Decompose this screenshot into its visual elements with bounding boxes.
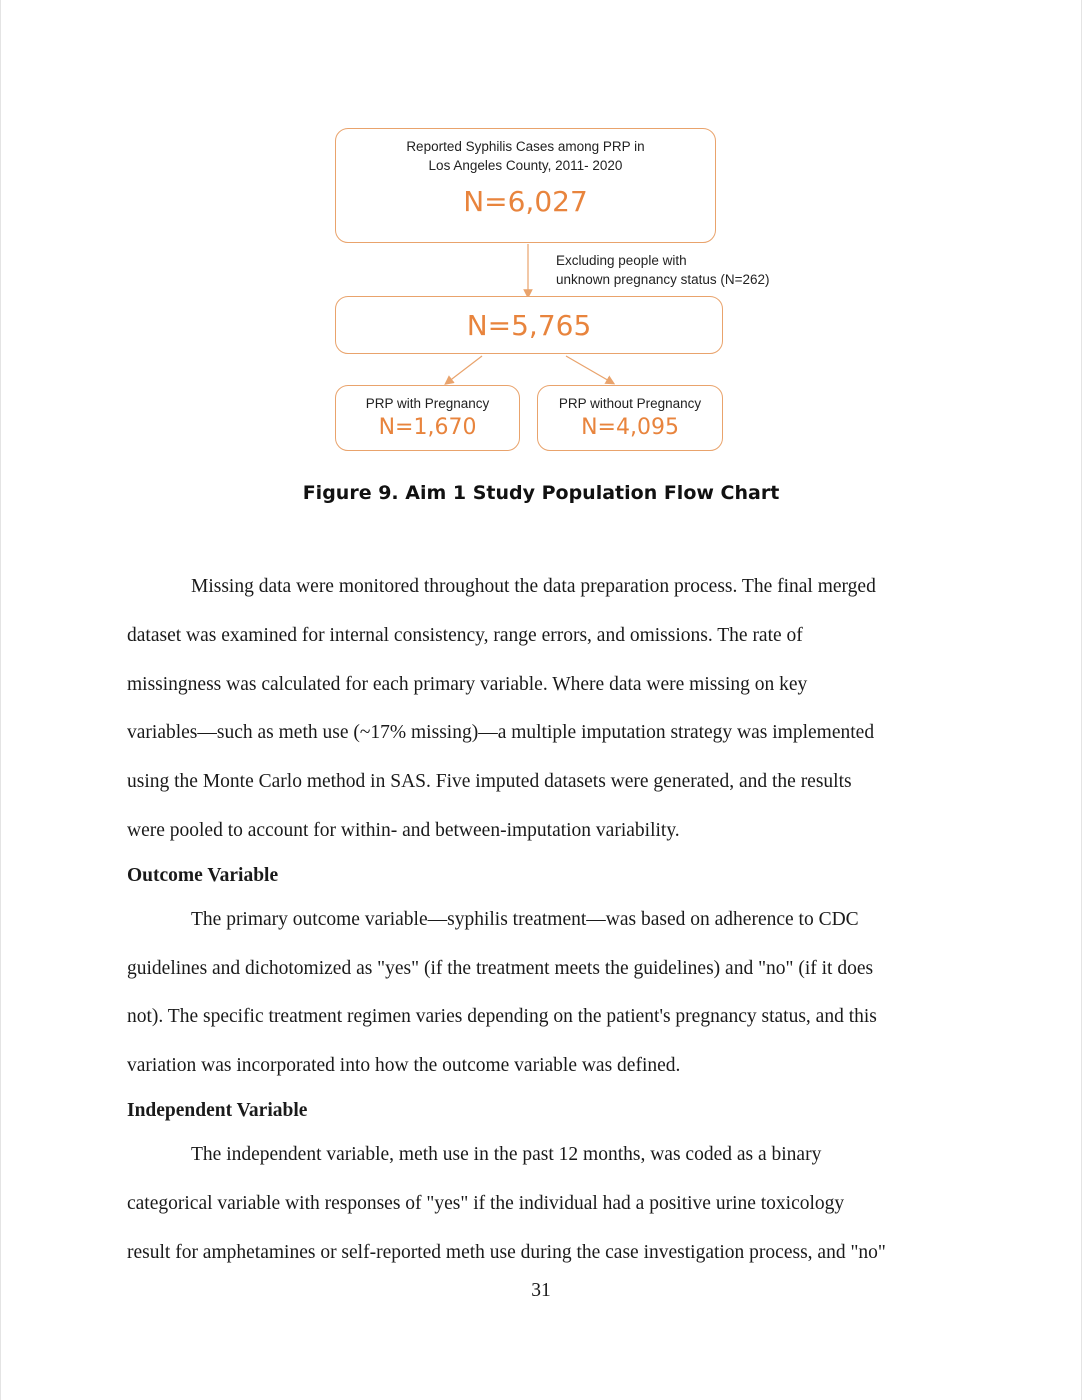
text-line: result for amphetamines or self-reported meth use during the case investigation process, and "no" — [127, 1241, 886, 1263]
box-prp-with-pregnancy — [335, 385, 520, 451]
exclusion-note-line2: unknown pregnancy status (N=262) — [556, 272, 770, 287]
heading-independent-variable: Independent Variable — [127, 1099, 308, 1121]
body-text — [127, 563, 957, 1277]
prp-without-pregnancy-count: N=4,095 — [581, 415, 679, 440]
text-line: The independent variable, meth use in the past 12 months, was coded as a binary — [191, 1143, 822, 1165]
arrow-middle-to-right — [566, 356, 611, 382]
reported-cases-label — [336, 137, 715, 175]
reported-cases-label-line2: Los Angeles County, 2011- 2020 — [428, 158, 623, 173]
box-reported-cases — [335, 128, 716, 243]
exclusion-note — [556, 251, 770, 289]
arrow-middle-to-left — [448, 356, 482, 382]
text-line: dataset was examined for internal consistency, range errors, and omissions. The rate of — [127, 624, 803, 646]
page-number: 31 — [531, 1280, 551, 1301]
text-line: missingness was calculated for each primary variable. Where data were missing on key — [127, 673, 808, 695]
reported-cases-label-line1: Reported Syphilis Cases among PRP in — [406, 139, 645, 154]
reported-cases-count: N=6,027 — [463, 185, 588, 218]
text-line: guidelines and dichotomized as "yes" (if the treatment meets the guidelines) and "no" (if it does — [127, 957, 874, 979]
eligible-population-count: N=5,765 — [466, 309, 592, 342]
paragraph-outcome-variable — [127, 896, 957, 1091]
text-line: Missing data were monitored throughout the data preparation process. The final merged — [191, 576, 876, 597]
prp-without-pregnancy-label: PRP without Pregnancy — [558, 396, 702, 411]
study-flow-chart — [0, 0, 1082, 470]
text-line: not). The specific treatment regimen varies depending on the patient's pregnancy status, and this — [127, 1006, 877, 1028]
text-line: were pooled to account for within- and between-imputation variability. — [127, 819, 680, 841]
box-eligible-population — [335, 296, 723, 354]
text-line: variation was incorporated into how the outcome variable was defined. — [127, 1055, 681, 1077]
text-line: variables—such as meth use (~17% missing)—a multiple imputation strategy was implemented — [127, 722, 875, 744]
exclusion-note-line1: Excluding people with — [556, 253, 687, 268]
paragraph-independent-variable — [127, 1131, 957, 1277]
paragraph-missing-data — [127, 563, 957, 856]
text-line: using the Monte Carlo method in SAS. Five imputed datasets were generated, and the results — [127, 771, 852, 793]
prp-with-pregnancy-count: N=1,670 — [378, 415, 477, 440]
text-line: categorical variable with responses of "yes" if the individual had a positive urine toxicology — [127, 1192, 845, 1214]
box-prp-without-pregnancy — [537, 385, 723, 451]
prp-with-pregnancy-label: PRP with Pregnancy — [365, 396, 490, 411]
heading-outcome-variable: Outcome Variable — [127, 864, 279, 886]
figure-caption: Figure 9. Aim 1 Study Population Flow Chart — [302, 482, 780, 504]
text-line: The primary outcome variable—syphilis treatment—was based on adherence to CDC — [191, 908, 859, 930]
